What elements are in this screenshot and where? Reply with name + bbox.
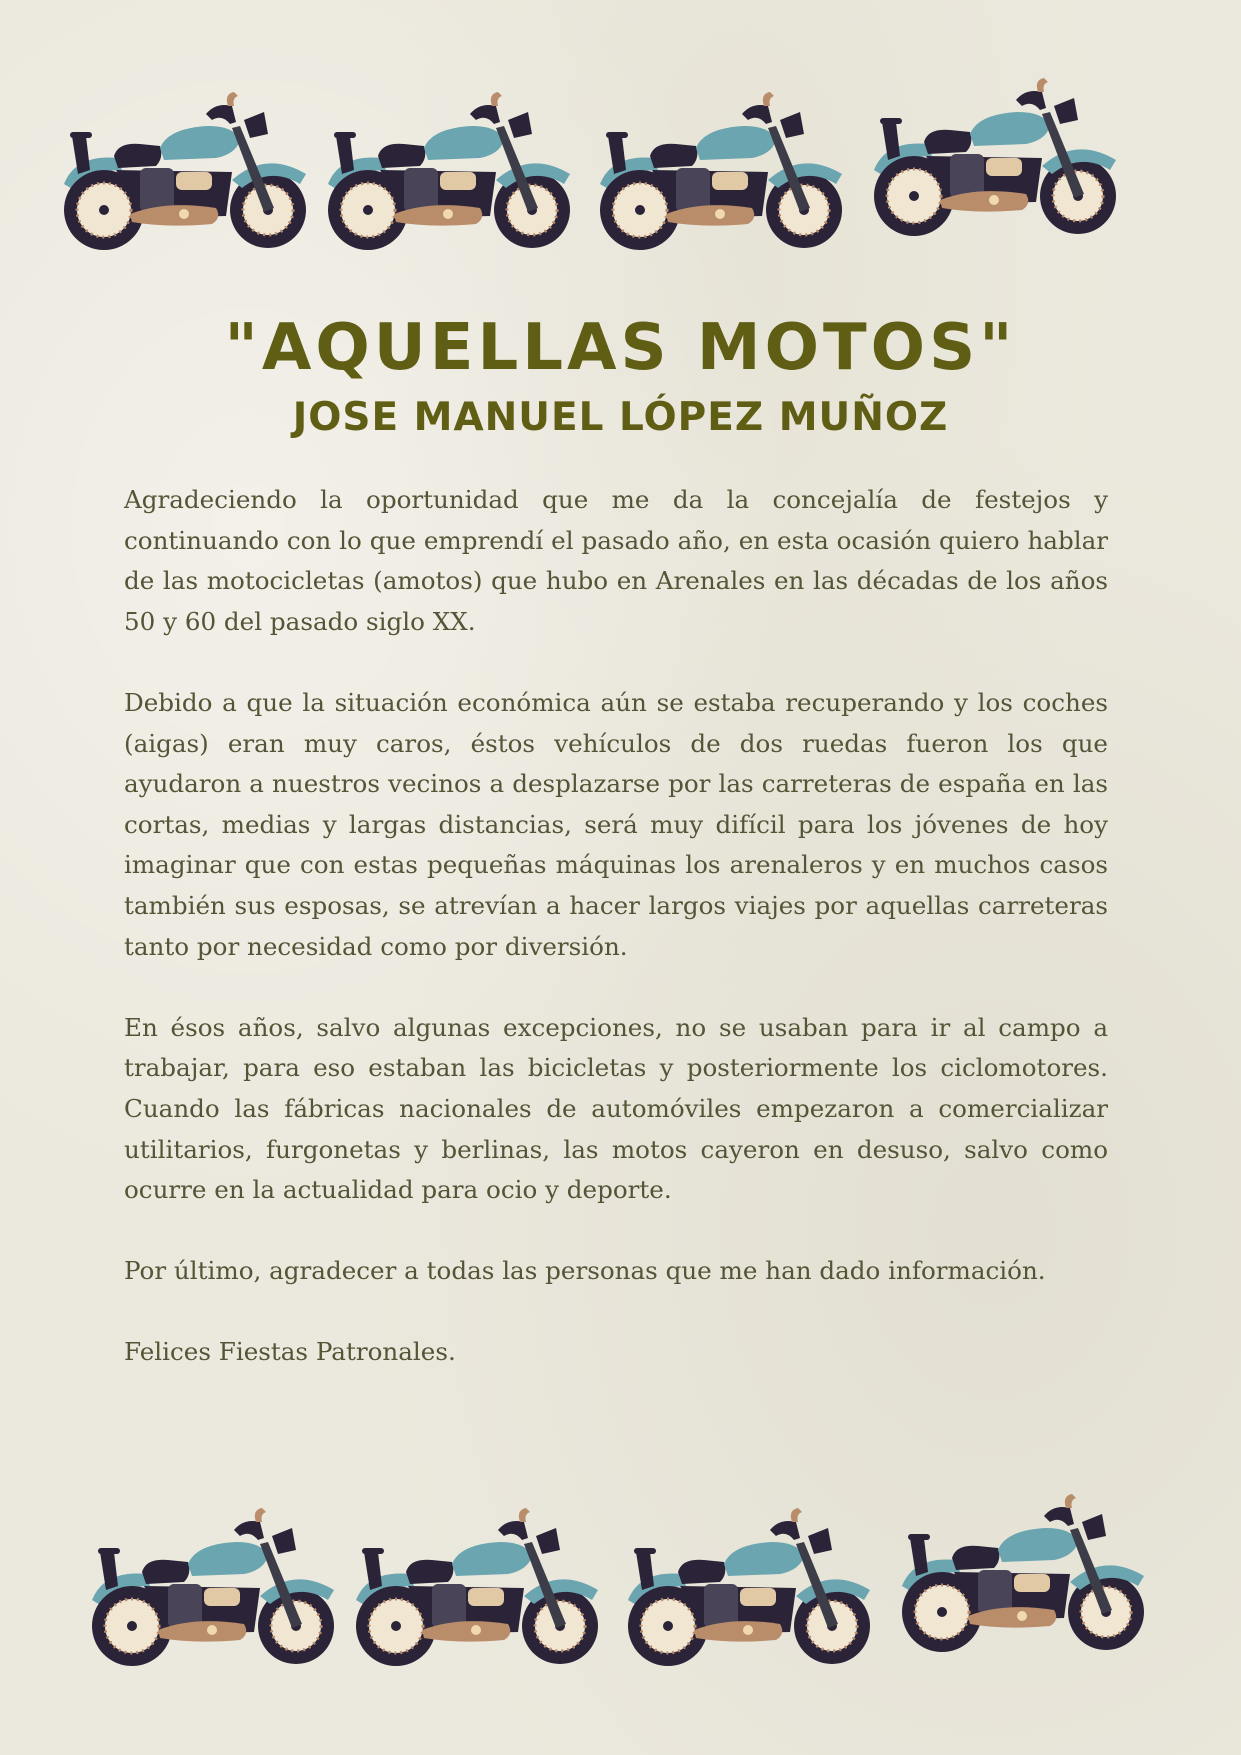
paragraph: Por último, agradecer a todas las personas que me han dado información.	[124, 1256, 1046, 1286]
motorcycle-icon	[866, 68, 1126, 248]
bottom-motorcycle-border	[0, 1476, 1241, 1656]
closing-line: Felices Fiestas Patronales.	[124, 1337, 456, 1367]
motorcycle-icon	[56, 82, 316, 262]
top-motorcycle-border	[0, 60, 1241, 240]
author-name: JOSE MANUEL LÓPEZ MUÑOZ	[292, 395, 949, 440]
paragraph: Debido a que la situación económica aún se estaba recuperando y los coches (aigas) eran muy caros, éstos vehículos de dos ruedas fueron los que ayudaron a nuestros vecinos a desplazarse por las carreteras de españa en las cortas, medias y largas distancias, será muy difícil para los jóvenes de hoy imaginar que con estas pequeñas máquinas los arenaleros y en muchos casos también sus esposas, se atrevían a hacer largos viajes por aquellas carreteras tanto por necesidad como por diversión.	[124, 687, 1108, 961]
paragraph: En ésos años, salvo algunas excepciones, no se usaban para ir al campo a trabajar, para eso estaban las bicicletas y posteriormente los ciclomotores. Cuando las fábricas nacionales de automóviles empezaron a comercializar utilitarios, furgonetas y berlinas, las motos cayeron en desuso, salvo como ocurre en la actualidad para ocio y deporte.	[124, 1012, 1108, 1205]
paragraph: Agradeciendo la oportunidad que me da la concejalía de festejos y continuando con lo que emprendí el pasado año, en esta ocasión quiero hablar de las motocicletas (amotos) que hubo en Arenales en las décadas de los años 50 y 60 del pasado siglo XX.	[124, 485, 1108, 636]
article-body	[124, 480, 1108, 1414]
motorcycle-icon	[894, 1484, 1154, 1664]
motorcycle-icon	[620, 1498, 880, 1678]
motorcycle-icon	[320, 82, 580, 262]
motorcycle-icon	[348, 1498, 608, 1678]
motorcycle-icon	[592, 82, 852, 262]
motorcycle-icon	[84, 1498, 344, 1678]
page-title: "AQUELLAS MOTOS"	[224, 311, 1017, 385]
